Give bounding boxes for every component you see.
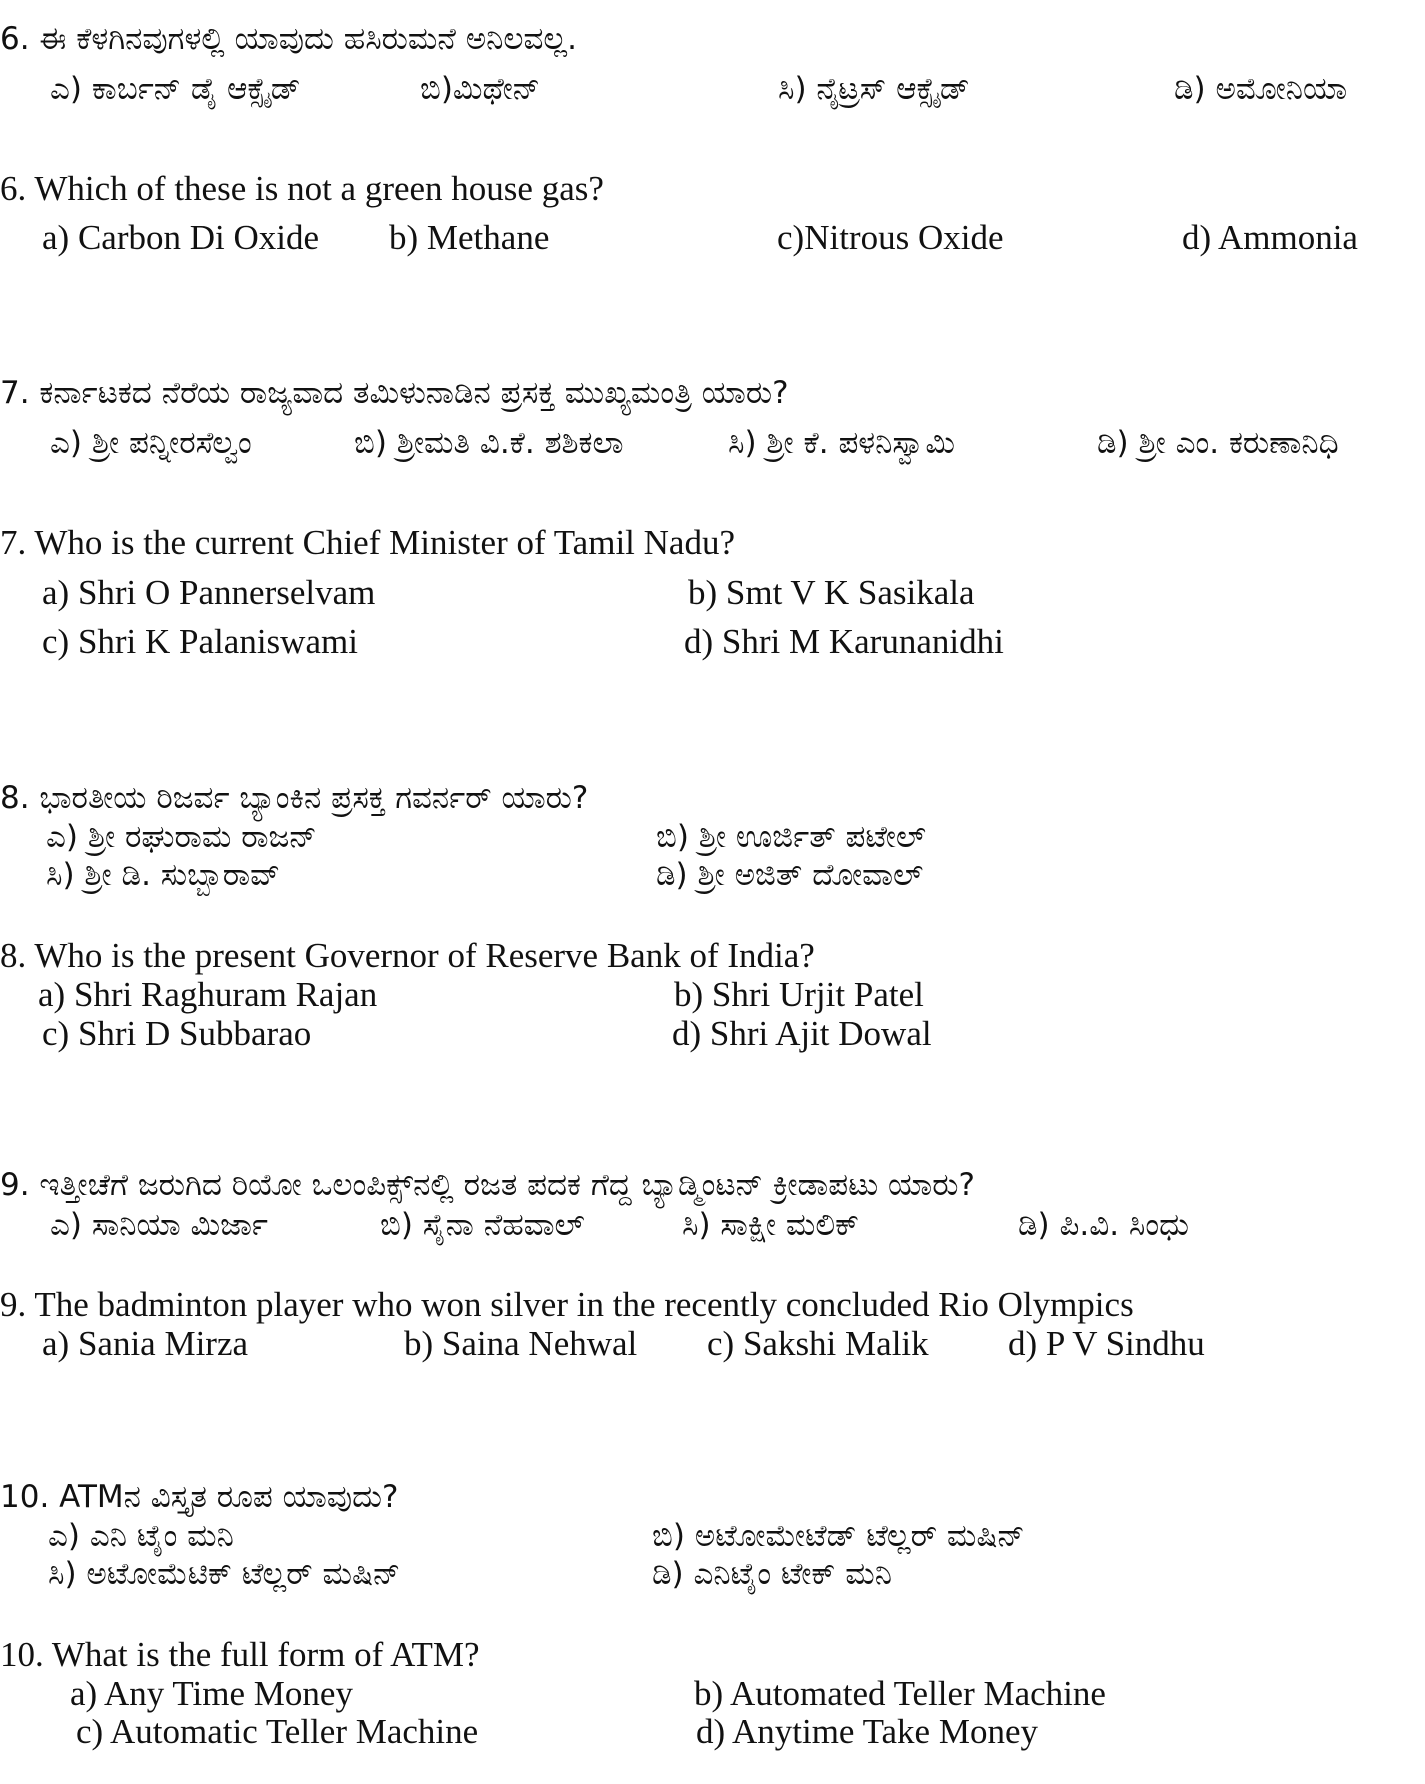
q6-kannada-option-c: ಸಿ) ನೈಟ್ರಸ್ ಆಕ್ಸೈಡ್ (778, 71, 970, 107)
q6-english-option-a: a) Carbon Di Oxide (42, 218, 320, 257)
q6-kannada-option-d: ಡಿ) ಅಮೋನಿಯಾ (1174, 71, 1348, 107)
q8-english-option-c: c) Shri D Subbarao (42, 1014, 312, 1053)
q7-english-option-a: a) Shri O Pannerselvam (42, 573, 376, 612)
q9-kannada-option-d: ಡಿ) ಪಿ.ವಿ. ಸಿಂಧು (1018, 1207, 1189, 1243)
q8-kannada-option-a: ಎ) ಶ್ರೀ ರಘುರಾಮ ರಾಜನ್ (46, 819, 317, 855)
q7-kannada-option-a: ಎ) ಶ್ರೀ ಪನ್ನೀರಸೆಲ್ವಂ (50, 425, 252, 461)
q7-english-question: 7. Who is the current Chief Minister of Tamil Nadu? (0, 523, 735, 562)
q9-kannada-option-b: ಬಿ) ಸೈನಾ ನೆಹವಾಲ್ (380, 1207, 585, 1243)
q10-kannada-option-c: ಸಿ) ಅಟೋಮೆಟಿಕ್ ಟೆಲ್ಲರ್ ಮಷಿನ್ (48, 1556, 401, 1592)
q9-english-option-d: d) P V Sindhu (1008, 1324, 1205, 1363)
q7-english-option-d: d) Shri M Karunanidhi (684, 622, 1004, 661)
q10-kannada-option-d: ಡಿ) ಎನಿಟೈಂ ಟೇಕ್ ಮನಿ (652, 1556, 892, 1592)
q6-english-question: 6. Which of these is not a green house gas? (0, 169, 604, 208)
q8-kannada-option-c: ಸಿ) ಶ್ರೀ ಡಿ. ಸುಬ್ಬಾರಾವ್ (46, 857, 281, 893)
q8-english-question: 8. Who is the present Governor of Reserve Bank of India? (0, 936, 815, 975)
q8-english-option-d: d) Shri Ajit Dowal (672, 1014, 932, 1053)
q10-kannada-question: 10. ATMನ ವಿಸ್ತೃತ ರೂಪ ಯಾವುದು? (0, 1479, 399, 1515)
q8-english-option-a: a) Shri Raghuram Rajan (38, 975, 378, 1014)
q8-english-option-b: b) Shri Urjit Patel (674, 975, 924, 1014)
q10-english-option-a: a) Any Time Money (70, 1674, 353, 1713)
q7-kannada-option-b: ಬಿ) ಶ್ರೀಮತಿ ವಿ.ಕೆ. ಶಶಿಕಲಾ (354, 425, 624, 461)
q10-kannada-option-b: ಬಿ) ಅಟೋಮೇಟೆಡ್ ಟೆಲ್ಲರ್ ಮಷಿನ್ (652, 1518, 1025, 1554)
q9-english-option-b: b) Saina Nehwal (404, 1324, 638, 1363)
q8-kannada-option-b: ಬಿ) ಶ್ರೀ ಊರ್ಜಿತ್ ಪಟೇಲ್ (656, 819, 927, 855)
q8-kannada-option-d: ಡಿ) ಶ್ರೀ ಅಜಿತ್ ದೋವಾಲ್ (656, 857, 924, 893)
q9-english-option-c: c) Sakshi Malik (707, 1324, 929, 1363)
q8-kannada-question: 8. ಭಾರತೀಯ ರಿಜರ್ವ ಬ್ಯಾಂಕಿನ ಪ್ರಸಕ್ತ ಗವರ್ನರ್ ಯಾರು? (0, 780, 589, 816)
q10-english-option-b: b) Automated Teller Machine (694, 1674, 1106, 1713)
q6-kannada-option-a: ಎ) ಕಾರ್ಬನ್ ಡೈ ಆಕ್ಸೈಡ್ (50, 71, 301, 107)
q6-english-option-c: c)Nitrous Oxide (777, 218, 1004, 257)
q6-english-option-b: b) Methane (389, 218, 550, 257)
q10-english-option-d: d) Anytime Take Money (696, 1712, 1038, 1751)
q7-english-option-c: c) Shri K Palaniswami (42, 622, 358, 661)
q10-english-question: 10. What is the full form of ATM? (0, 1635, 480, 1674)
q10-english-option-c: c) Automatic Teller Machine (76, 1712, 479, 1751)
q7-kannada-option-d: ಡಿ) ಶ್ರೀ ಎಂ. ಕರುಣಾನಿಧಿ (1097, 425, 1339, 461)
q6-kannada-question: 6. ಈ ಕೆಳಗಿನವುಗಳಲ್ಲಿ ಯಾವುದು ಹಸಿರುಮನೆ ಅನಿಲವಲ್ಲ. (0, 21, 578, 57)
q7-english-option-b: b) Smt V K Sasikala (688, 573, 975, 612)
q9-kannada-option-c: ಸಿ) ಸಾಕ್ಷೀ ಮಲಿಕ್ (682, 1207, 860, 1243)
q10-kannada-option-a: ಎ) ಎನಿ ಟೈಂ ಮನಿ (48, 1518, 234, 1554)
q7-kannada-option-c: ಸಿ) ಶ್ರೀ ಕೆ. ಪಳನಿಸ್ವಾಮಿ (728, 425, 955, 461)
q9-kannada-question: 9. ಇತ್ತೀಚೆಗೆ ಜರುಗಿದ ರಿಯೋ ಒಲಂಪಿಕ್ಸ್‌ನಲ್ಲಿ ರಜತ ಪದಕ ಗೆದ್ದ ಬ್ಯಾಡ್ಮಿಂಟನ್ ಕ್ರೀಡಾಪಟು ಯಾರು? (0, 1167, 975, 1203)
q9-kannada-option-a: ಎ) ಸಾನಿಯಾ ಮಿರ್ಜಾ (50, 1207, 268, 1243)
q6-english-option-d: d) Ammonia (1182, 218, 1358, 257)
q9-english-question: 9. The badminton player who won silver in the recently concluded Rio Olympics (0, 1285, 1134, 1324)
q7-kannada-question: 7. ಕರ್ನಾಟಕದ ನೆರೆಯ ರಾಜ್ಯವಾದ ತಮಿಳುನಾಡಿನ ಪ್ರಸಕ್ತ ಮುಖ್ಯಮಂತ್ರಿ ಯಾರು? (0, 375, 789, 411)
q6-kannada-option-b: ಬಿ)ಮಿಥೇನ್ (420, 71, 541, 107)
q9-english-option-a: a) Sania Mirza (42, 1324, 249, 1363)
